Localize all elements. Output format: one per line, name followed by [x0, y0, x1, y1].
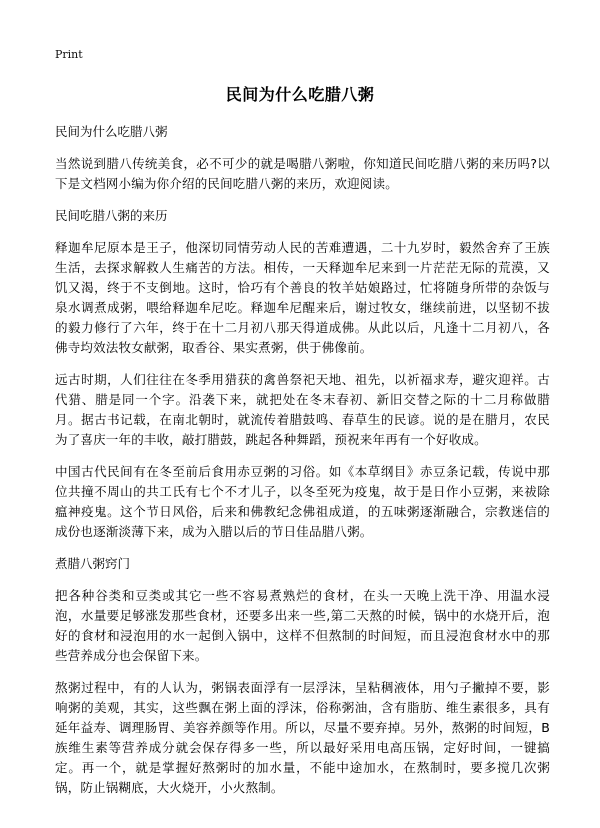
tips-paragraph-soaking: 把各种谷类和豆类或其它一些不容易煮熟烂的食材，在头一天晚上洗干净、用温水浸泡，水量要足够涨发那些食材，还要多出来一些,第二天熬的时候，锅中的水烧开后，泡好的食材和浸泡用的水一起倒入锅中，这样不但熬制的时间短，而且浸泡食材水中的那些营养成分也会保留下来。 — [55, 588, 550, 663]
origin-paragraph-buddha: 释迦牟尼原本是王子，他深切同情劳动人民的苦难遭遇，二十九岁时，毅然舍弃了王族生活，去探求解救人生痛苦的方法。相传，一天释迦牟尼来到一片茫茫无际的荒漠，又饥又渴，终于不支倒地。这时，恰巧有个善良的牧羊姑娘路过，忙将随身所带的杂饭与泉水调煮成粥，喂给释迦牟尼吃。释迦牟尼醒来后，谢过牧女，继续前进，以坚韧不拔的毅力修行了六年，终于在十二月初八那天得道成佛。从此以后，凡逢十二月初八，各佛寺均效法牧女献粥，取香谷、果实煮粥，供于佛像前。 — [55, 240, 550, 355]
section-heading-origin: 民间吃腊八粥的来历 — [55, 208, 168, 223]
section-heading-tips: 煮腊八粥窍门 — [55, 556, 131, 571]
intro-paragraph: 当然说到腊八传统美食，必不可少的就是喝腊八粥啦，你知道民间吃腊八粥的来历吗?以下是文档网小编为你介绍的民间吃腊八粥的来历，欢迎阅读。 — [55, 156, 550, 191]
document-body — [55, 122, 550, 810]
print-link[interactable]: Print — [55, 48, 83, 61]
document-title: 民间为什么吃腊八粥 — [225, 85, 375, 104]
origin-paragraph-red-bean: 中国古代民间有在冬至前后食用赤豆粥的习俗。如《本草纲目》赤豆条记载，传说中那位共撞不周山的共工氏有七个不才儿子，以冬至死为疫鬼，故于是日作小豆粥，来祓除瘟神疫鬼。这个节日风俗，后来和佛教纪念佛祖成道，的五味粥逐渐融合，宗教迷信的成份也逐渐淡薄下来，成为入腊以后的节日佳品腊八粥。 — [55, 464, 550, 539]
section-heading-intro: 民间为什么吃腊八粥 — [55, 124, 168, 139]
tips-paragraph-cooking: 熬粥过程中，有的人认为，粥锅表面浮有一层浮沫，呈粘稠液体，用勺子撇掉不要，影响粥的美观，其实，这些飘在粥上面的浮沫，俗称粥油，含有脂肪、维生素很多，具有延年益寿、调理肠胃、美容养颜等作用。所以，尽量不要弃掉。另外，熬粥的时间短，B族维生素等营养成分就会保存得多一些，所以最好采用电高压锅，定好时间，一键搞定。再一个，就是掌握好熬粥时的加水量，不能中途加水，在熬制时，要多搅几次粥锅，防止锅糊底，大火烧开，小火熬制。 — [55, 680, 550, 795]
origin-paragraph-ancient: 远古时期，人们往往在冬季用猎获的禽兽祭祀天地、祖先，以祈福求寿，避灾迎祥。古代猎、腊是同一个字。沿袭下来，就把处在冬末春初、新旧交替之际的十二月称做腊月。据古书记载，在南北朝时，就流传着腊鼓鸣、春草生的民谚。说的是在腊月，农民为了喜庆一年的丰收，敲打腊鼓，跳起各种舞蹈，预祝来年再有一个好收成。 — [55, 372, 550, 447]
